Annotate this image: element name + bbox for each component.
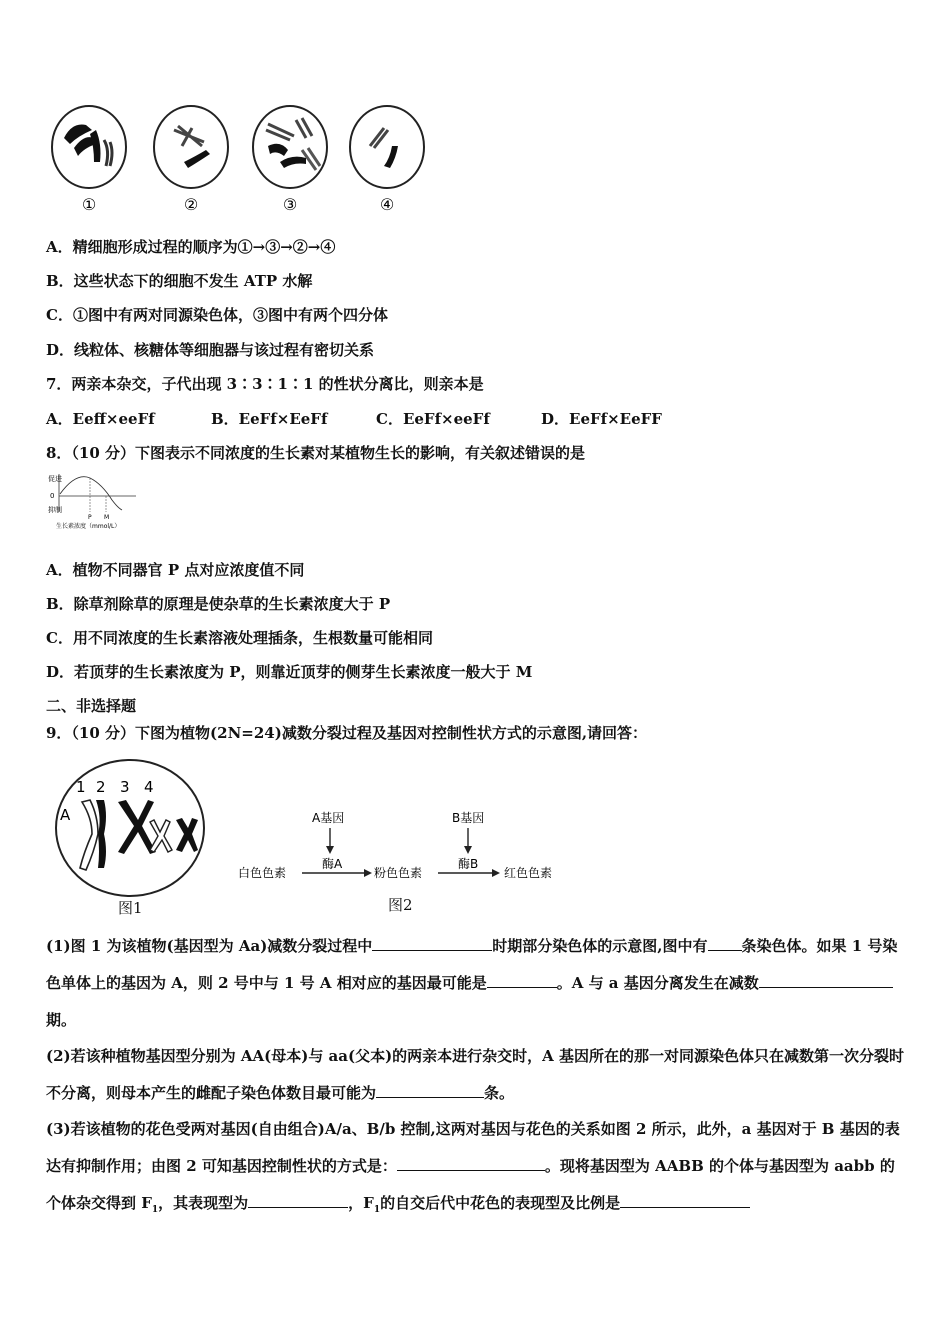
q7-options	[46, 408, 706, 429]
enzyme-a-label: 酶A	[322, 857, 343, 871]
cell-1	[52, 106, 126, 188]
q9-p1-blank-5	[847, 973, 893, 988]
q7-option-c: C．EeFf×eeFf	[376, 410, 490, 428]
gene-b-label: B基因	[452, 811, 485, 825]
graph-y-promote: 促进	[48, 475, 62, 483]
cell-4	[350, 106, 424, 188]
graph-p-label: P	[88, 514, 92, 521]
chromosome-pair-c	[150, 820, 172, 852]
q9-p3-blank-1	[397, 1156, 545, 1171]
graph-curve	[60, 477, 122, 510]
q9-p3-text-e: 的自交后代中花色的表现型及比例是	[380, 1194, 621, 1212]
graph-m-label: M	[104, 514, 110, 521]
q9-p3-blank-3	[620, 1193, 750, 1208]
q9-part-3	[46, 1111, 908, 1229]
chromatid-number-4: 4	[144, 778, 154, 796]
enzyme-b-label: 酶B	[458, 857, 479, 871]
q6-option-d: D．线粒体、核糖体等细胞器与该过程有密切关系	[46, 341, 375, 359]
cell-label-2: ②	[183, 195, 199, 214]
q8-stem: 8．（10 分）下图表示不同浓度的生长素对某植物生长的影响，有关叙述错误的是	[46, 444, 586, 462]
chromosome-pair-a	[80, 800, 106, 870]
q9-p3-text-c: ，其表现型为	[158, 1194, 249, 1212]
q7-option-d: D．EeFf×EeFF	[541, 410, 662, 428]
q9-p1-blank-4	[759, 973, 847, 988]
graph-y-inhibit: 抑制	[48, 506, 62, 514]
q8-option-b: B．除草剂除草的原理是使杂草的生长素浓度大于 P	[46, 595, 391, 613]
figure-2-caption: 图2	[388, 896, 413, 914]
q9-p3-text-d: ，F	[348, 1194, 374, 1212]
q7-stem: 7．两亲本杂交，子代出现 3∶3∶1∶1 的性状分离比，则亲本是	[46, 375, 484, 393]
q9-p2-blank	[376, 1083, 484, 1098]
q8-option-c: C．用不同浓度的生长素溶液处理插条，生根数量可能相同	[46, 629, 433, 647]
q9-p2-text-a: (2)若该种植物基因型分别为 AA(母本)与 aa(父本)的两亲本进行杂交时，A 基因所在的那一对同源染色体只在减数第一次分裂时不分离，则母本产生的雌配子染色体数目最可能为	[46, 1047, 905, 1102]
q6-option-a: A．精细胞形成过程的顺序为①→③→②→④	[46, 238, 336, 256]
q7-option-a: A．Eeff×eeFf	[46, 410, 155, 428]
q7-option-b: B．EeFf×EeFf	[211, 410, 328, 428]
q9-p1-blank-1	[372, 936, 492, 951]
q9-part-2	[46, 1038, 908, 1112]
cell-label-4: ④	[379, 195, 395, 214]
figure-1-chromosomes	[52, 756, 212, 916]
figure-1-caption: 图1	[118, 899, 143, 917]
meiosis-cells-figure	[44, 100, 434, 220]
q9-p3-text-b: 。现将基因型为 AABB 的个体与基因型为 aabb 的个体杂交得到 F	[46, 1157, 895, 1212]
chromatid-number-1: 1	[76, 778, 86, 796]
graph-y-zero: 0	[50, 492, 55, 500]
cell-label-1: ①	[81, 195, 97, 214]
q9-p1-blank-2	[708, 936, 742, 951]
chromatid-number-3: 3	[120, 778, 130, 796]
q9-p1-text-c: 条染色体。如果 1 号染色单体上的基因为 A，则 2 号中与 1 号 A 相对应的基因最可能是	[46, 937, 898, 992]
pink-pigment: 粉色色素	[374, 866, 423, 880]
figure-2-pathway	[232, 806, 572, 906]
q9-p1-blank-3	[487, 973, 557, 988]
q9-p1-text-e: 期。	[46, 1011, 77, 1029]
q8-option-a: A．植物不同器官 P 点对应浓度值不同	[46, 561, 305, 579]
section-heading: 二、非选择题	[46, 697, 137, 715]
q9-p3-text-a: (3)若该植物的花色受两对基因(自由组合)A/a、B/b 控制,这两对基因与花色的关系如图 2 所示，此外，a 基因对于 B 基因的表达有抑制作用；由图 2 可知基因控制性状的方式是：	[46, 1120, 900, 1175]
q9-p1-text-b: 时期部分染色体的示意图,图中有	[492, 937, 708, 955]
chromatid-number-2: 2	[96, 778, 106, 796]
q9-p3-sub-1: 1	[151, 1205, 159, 1215]
q9-p3-sub-2: 1	[373, 1205, 381, 1215]
q9-part-1	[46, 928, 908, 1039]
q6-option-c: C．①图中有两对同源染色体，③图中有两个四分体	[46, 306, 388, 324]
cell-2	[154, 106, 228, 188]
graph-x-label: 生长素浓度（mmol/L）	[56, 523, 121, 530]
q9-p1-text-a: (1)图 1 为该植物(基因型为 Aa)减数分裂过程中	[46, 937, 373, 955]
allele-label: A	[60, 806, 71, 824]
cell-3	[253, 106, 327, 188]
q9-p1-text-d: 。A 与 a 基因分离发生在减数	[556, 974, 759, 992]
q9-p2-text-b: 条。	[484, 1084, 515, 1102]
chromosome-pair-b	[118, 800, 156, 854]
gene-a-label: A基因	[312, 811, 345, 825]
auxin-curve-graph	[46, 470, 146, 532]
cell-label-3: ③	[282, 195, 298, 214]
q8-option-d: D．若顶芽的生长素浓度为 P，则靠近顶芽的侧芽生长素浓度一般大于 M	[46, 663, 533, 681]
red-pigment: 红色色素	[504, 866, 553, 880]
white-pigment: 白色色素	[238, 866, 287, 880]
q9-p3-blank-2	[248, 1193, 348, 1208]
q6-option-b: B．这些状态下的细胞不发生 ATP 水解	[46, 272, 313, 290]
chromosome-pair-d	[176, 818, 198, 852]
q9-stem: 9．（10 分）下图为植物(2N=24)减数分裂过程及基因对控制性状方式的示意图,请回答：	[46, 724, 648, 742]
